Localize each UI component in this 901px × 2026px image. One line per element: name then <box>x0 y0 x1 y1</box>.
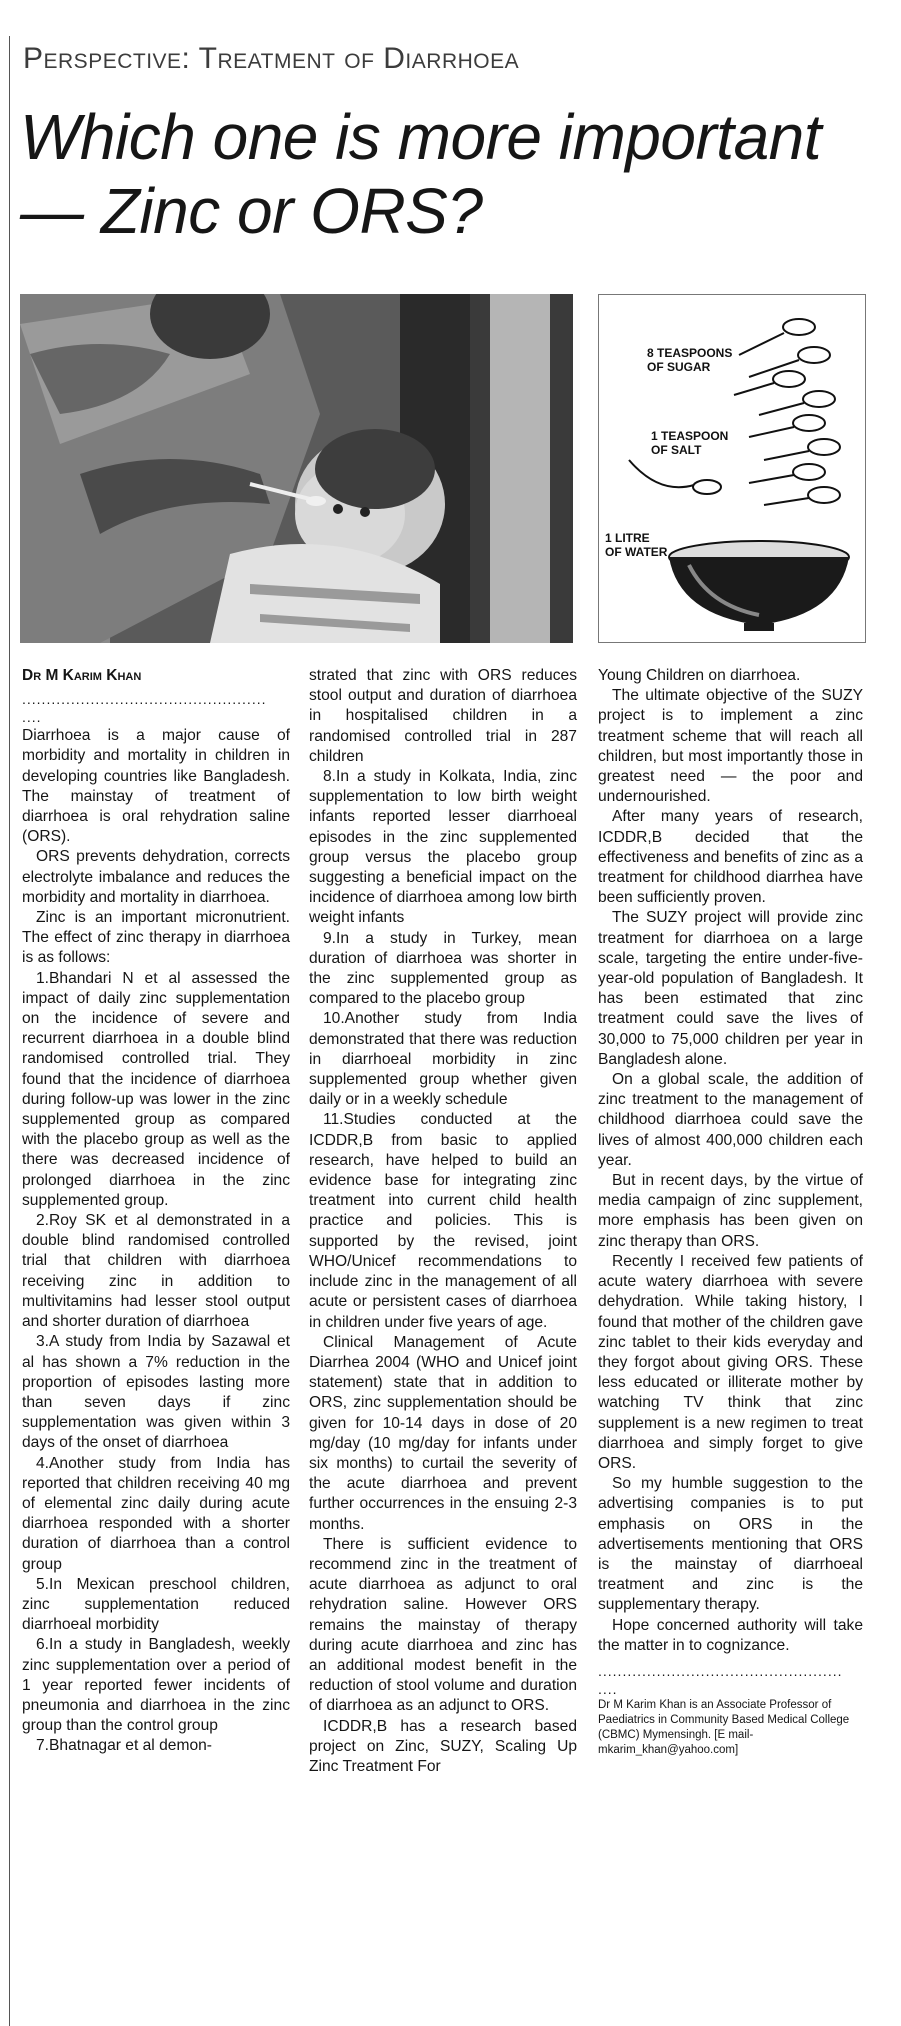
paragraph: Zinc is an important micronutrient. The effect of zinc therapy in diarrhoea is as follows: <box>22 909 290 967</box>
paragraph: 8.In a study in Kolkata, India, zinc supplementation to low birth weight infants reported lesser diarrhoeal episodes in the zinc supplemented group versus the placebo group suggesting a beneficial impact on the incidence of diarrhoea among low birth weight infants <box>309 768 577 927</box>
paragraph: 11.Studies conducted at the ICDDR,B from basic to applied research, have helped to build an evidence base for integrating zinc treatment into current child health practice and policies. This is supported by the revised, joint WHO/Unicef recommendations to include zinc in the management of all acute or persistent cases of diarrhoea in children under five years of age. <box>309 1111 577 1331</box>
paragraph: 4.Another study from India has reported that children receiving 40 mg of elemental zinc daily during acute diarrhoea responded with a shorter duration of diarrhoea than a control group <box>22 1454 290 1573</box>
ors-recipe-drawing <box>599 295 865 642</box>
water-label-line-2: OF WATER <box>605 545 668 559</box>
photo-mother-feeding-child <box>20 294 573 643</box>
bio-divider-tail: .... <box>598 1680 618 1697</box>
section-kicker: Perspective: Treatment of Diarrhoea <box>23 42 520 75</box>
headline <box>20 100 890 248</box>
paragraph: After many years of research, ICDDR,B decided that the effectiveness and benefits of zinc as a treatment for childhood diarrhea have been sufficiently proven. <box>598 808 863 907</box>
ors-recipe-illustration <box>598 294 866 643</box>
paragraph: 3.A study from India by Sazawal et al has shown a 7% reduction in the proportion of episodes lasting more than seven days if zinc supplementation was given within 3 days of the onset of diarrhoea <box>22 1333 290 1452</box>
paragraph: 5.In Mexican preschool children, zinc supplementation reduced diarrhoeal morbidity <box>22 1575 290 1634</box>
byline-divider: .................................................. <box>22 691 267 708</box>
sugar-label-line-2: OF SUGAR <box>647 360 711 374</box>
paragraph: ICDDR,B has a research based project on Zinc, SUZY, Scaling Up Zinc Treatment For <box>309 1717 577 1775</box>
salt-spoon-icon <box>629 460 721 494</box>
paragraph: strated that zinc with ORS reduces stool output and duration of diarrhoea in hospitalised children in a randomised controlled trial in 287 children <box>309 667 577 765</box>
headline-line-1: Which one is more important <box>20 101 822 173</box>
paragraph: So my humble suggestion to the advertising companies is to put emphasis on ORS in the advertisements mentioning that ORS is the mainstay of diarrhoeal treatment and zinc is the supplementary therapy. <box>598 1475 863 1614</box>
water-bowl-icon <box>669 541 849 631</box>
paragraph: The SUZY project will provide zinc treatment for diarrhoea on a large scale, targeting the entire under-five-year-old population of Bangladesh. It has been estimated that zinc treatment could save the lives of 30,000 to 75,000 children per year in Bangladesh alone. <box>598 909 863 1068</box>
salt-label-line-1: 1 TEASPOON <box>651 429 729 443</box>
paragraph: Diarrhoea is a major cause of morbidity and mortality in children in developing countries like Bangladesh. The mainstay of treatment of diarrhoea is oral rehydration saline (ORS). <box>22 727 290 846</box>
paragraph: On a global scale, the addition of zinc treatment to the management of childhood diarrhoea could save the lives of almost 400,000 children each year. <box>598 1071 863 1169</box>
paragraph: Clinical Management of Acute Diarrhea 2004 (WHO and Unicef joint statement) state that in addition to ORS, zinc supplementation should be given for 10-14 days in dose of 20 mg/day (10 mg/day for infants under six months) to curtail the severity of the acute diarrhoea and prevent further occurrences in the ensuing 2-3 months. <box>309 1333 577 1533</box>
article-column-1 <box>22 666 290 1757</box>
paragraph: 6.In a study in Bangladesh, weekly zinc supplementation over a period of 1 year reported fewer incidents of pneumonia and diarrhoea in the zinc group than the control group <box>22 1636 290 1735</box>
author-bio: Dr M Karim Khan is an Associate Professor of Paediatrics in Community Based Medical College (CBMC) Mymensingh. [E mail- mkarim_khan@yahoo.com] <box>598 1698 850 1756</box>
paragraph: Recently I received few patients of acute watery diarrhoea with severe dehydration. While taking history, I found that mother of the children gave zinc tablet to their kids everyday and they forgot about giving ORS. These less educated or illiterate mother by watching TV think that zinc supplement is a new regimen to treat diarrhoea and simply forget to give ORS. <box>598 1252 863 1472</box>
paragraph: Young Children on diarrhoea. <box>598 667 801 684</box>
byline: Dr M Karim Khan <box>22 667 142 684</box>
paragraph: But in recent days, by the virtue of media campaign of zinc supplement, more emphasis has been given on zinc therapy than ORS. <box>598 1172 863 1250</box>
water-label-line-1: 1 LITRE <box>605 531 650 545</box>
salt-label-line-2: OF SALT <box>651 443 702 457</box>
paragraph: The ultimate objective of the SUZY project is to implement a zinc treatment scheme that will reach all children, but most importantly those in greatest need — the poor and undernourished. <box>598 687 863 806</box>
paragraph: 9.In a study in Turkey, mean duration of diarrhoea was shorter in the zinc supplemented group as compared to the placebo group <box>309 929 577 1008</box>
paragraph: ORS prevents dehydration, corrects electrolyte imbalance and reduces the morbidity and mortality in diarrhoea. <box>22 848 290 906</box>
bio-divider: .................................................. <box>598 1662 843 1679</box>
sugar-label-line-1: 8 TEASPOONS <box>647 346 733 360</box>
paragraph: Hope concerned authority will take the matter in to cognizance. <box>598 1616 863 1654</box>
left-column-rule <box>9 36 10 2026</box>
article-column-2 <box>309 666 577 1777</box>
photo-illustration <box>20 294 573 643</box>
paragraph: 7.Bhatnagar et al demon- <box>36 1737 212 1755</box>
paragraph: 10.Another study from India demonstrated that there was reduction in diarrhoeal morbidity in zinc supplemented group whether given daily or in a weekly schedule <box>309 1010 577 1109</box>
headline-line-2: — Zinc or ORS? <box>20 175 483 247</box>
article-column-3 <box>598 666 863 1758</box>
sugar-spoons-icon <box>734 319 840 505</box>
paragraph: 2.Roy SK et al demonstrated in a double blind randomised controlled trial that children with diarrhoea receiving zinc in addition to multivitamins had lesser stool output and shorter duration of diarrhoea <box>22 1212 290 1331</box>
paragraph: 1.Bhandari N et al assessed the impact of daily zinc supplementation on the incidence of severe and recurrent diarrhoea in a double blind randomised controlled trial. They found that the incidence of diarrhoea during follow-up was lower in the zinc supplemented group as compared with the placebo group as well as the there was decreased incidence of prolonged diarrhoea in the zinc supplemented group. <box>22 969 290 1209</box>
byline-divider-tail: .... <box>22 709 42 726</box>
paragraph: There is sufficient evidence to recommend zinc in the treatment of acute diarrhoea as adjunct to oral rehydration saline. However ORS remains the mainstay of therapy during acute diarrhoea and zinc has an additional modest benefit in the reduction of stool volume and duration of diarrhoea as an adjunct to ORS. <box>309 1535 577 1715</box>
